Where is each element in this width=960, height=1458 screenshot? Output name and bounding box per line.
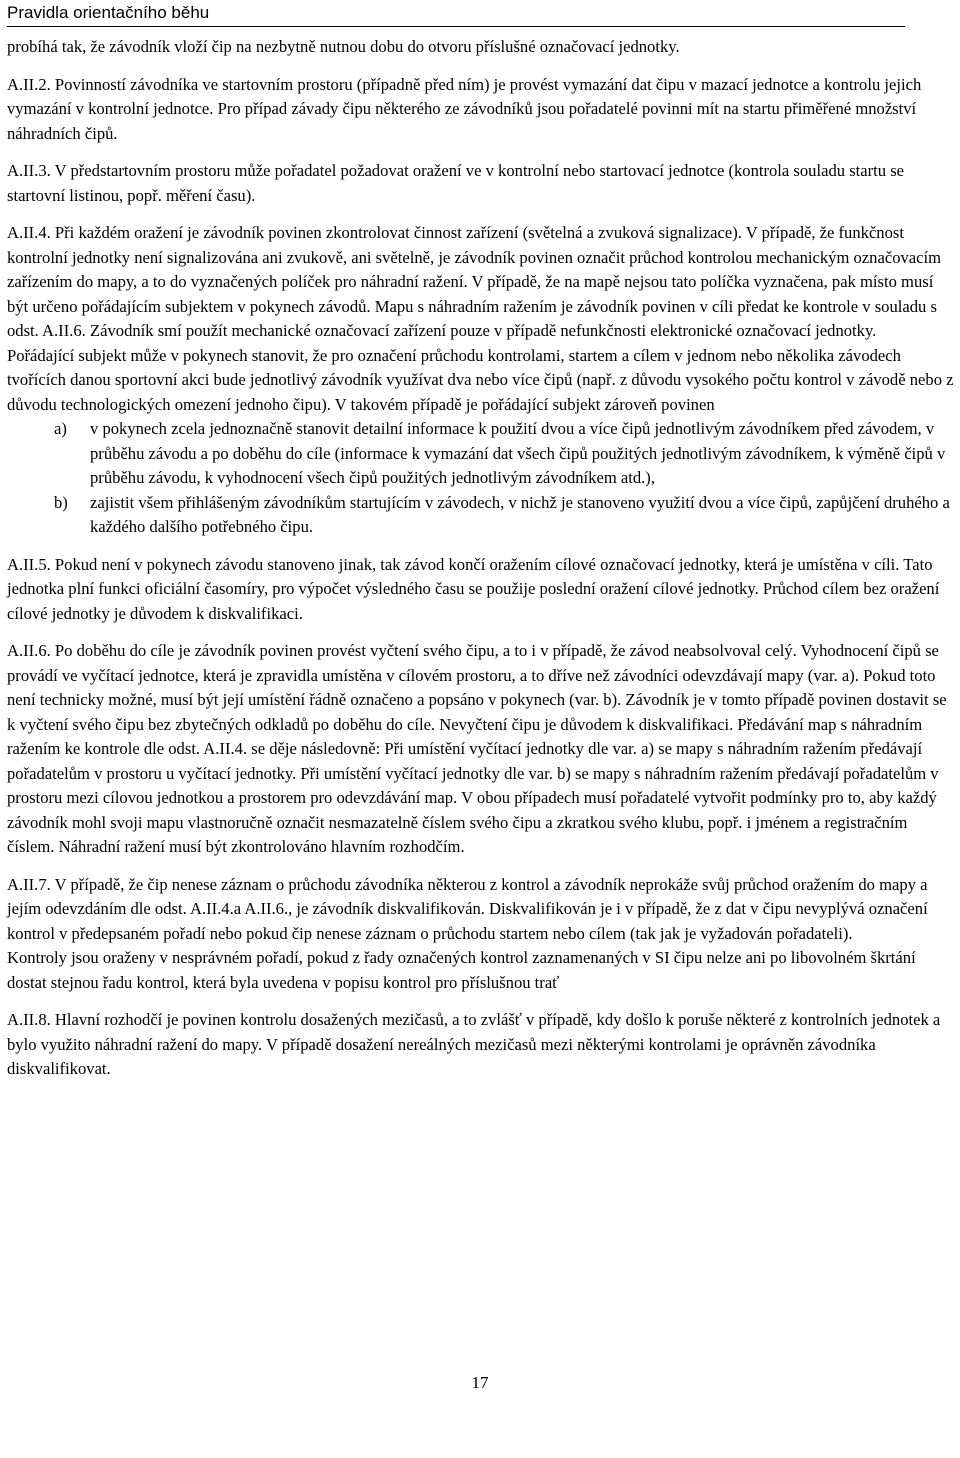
paragraph-a-ii-8: A.II.8. Hlavní rozhodčí je povinen kontrolu dosažených mezičasů, a to zvlášť v případě, kdy došlo k poruše některé z kontrolních jednotek a bylo využito náhradní ražení do mapy. V případě dosažení nereálných mezičasů mezi některými kontrolami je oprávněn závodníka diskvalifikovat. [7,1010,941,1078]
list-item-a [7,417,957,491]
list-item-b [7,491,957,540]
paragraph-wrong-order: Kontroly jsou oraženy v nesprávném pořadí, pokud z řady označených kontrol zaznamenaných v SI čipu nelze ani po libovolném škrtání dostat stejnou řadu kontrol, která byla uvedena v popisu kontrol pro příslušnou trať [7,948,916,992]
paragraph-a-ii-4: A.II.4. Při každém oražení je závodník povinen zkontrolovat činnost zařízení (světelná a zvuková signalizace). V případě, že funkčnost kontrolní jednotky není signalizována ani zvukově, ani světelně, je závodník povinen označit průchod kontrolou mechanickým označovacím zařízením do mapy, a to do vyznačených políček pro náhradní ražení. V případě, že na mapě nejsou tato políčka vyznačena, pak místo musí být určeno pořádajícím subjektem v pokynech závodů. Mapu s náhradním ražením je závodník povinen v cíli předat ke kontrole v souladu s odst. A.II.6. Závodník smí použít mechanické označovací zařízení pouze v případě nefunkčnosti elektronické označovací jednotky. [7,223,942,340]
list-marker-a: a) [54,419,67,438]
list-marker-b: b) [54,492,68,512]
paragraph-a-ii-5: A.II.5. Pokud není v pokynech závodu stanoveno jinak, tak závod končí oražením cílové označovací jednotky, která je umístěna v cíli. Tato jednotka plní funkci oficiální časomíry, pro výpočet výsledného času se použije poslední oražení cílové jednotky. Průchod cílem bez oražení cílové jednotky je důvodem k diskvalifikaci. [7,554,940,623]
document-body [7,35,957,1082]
paragraph-continuation: probíhá tak, že závodník vloží čip na nezbytně nutnou dobu do otvoru příslušné označovací jednotky. [7,37,680,56]
running-header: Pravidla orientačního běhu [7,2,905,27]
list-text-b: zajistit všem přihlášeným závodníkům startujícím v závodech, v nichž je stanoveno využití dvou a více čipů, zapůjčení druhého a každého dalšího potřebného čipu. [90,492,950,536]
paragraph-a-ii-2: A.II.2. Povinností závodníka ve startovním prostoru (případně před ním) je provést vymazání dat čipu v mazací jednotce a kontrolu jejich vymazání v kontrolní jednotce. Pro případ závady čipu některého ze závodníků jsou pořadatelé povinni mít na startu přiměřené množství náhradních čipů. [7,74,922,143]
page-number: 17 [471,1373,489,1392]
paragraph-a-ii-7: A.II.7. V případě, že čip nenese záznam o průchodu závodníka některou z kontrol a závodník neprokáže svůj průchod oražením do mapy a jejím odevzdáním dle odst. A.II.4.a A.II.6., je závodník diskvalifikován. Diskvalifikován je i v případě, že z dat v čipu nevyplývá označení kontrol v předepsaném pořadí nebo pokud čip nenese záznam o průchodu startem nebo cílem (tak jak je vyžadován pořadateli). [7,874,928,943]
paragraph-a-ii-6: A.II.6. Po doběhu do cíle je závodník povinen provést vyčtení svého čipu, a to i v případě, že závod neabsolvoval celý. Vyhodnocení čipů se provádí ve vyčítací jednotce, která je zpravidla umístěna v cílovém prostoru, a to dříve než závodníci odevzdávají mapy (var. a). Pokud toto není technicky možné, musí být její umístění řádně označeno a popsáno v pokynech (var. b). Závodník je v tomto případě povinen dostavit se k vyčtení svého čipu bez zbytečných odkladů po doběhu do cíle. Nevyčtení čipu je důvodem k diskvalifikaci. Předávání map s náhradním ražením ke kontrole dle odst. A.II.4. se děje následovně: Při umístění vyčítací jednotky dle var. a) se mapy s náhradním ražením předávají pořadatelům v prostoru u vyčítací jednotky. Při umístění vyčítací jednotky dle var. b) se mapy s náhradním ražením předávají pořadatelům v prostoru mezi cílovou jednotkou a prostorem pro odevzdávání map. V obou případech musí pořadatelé vytvořit podmínky pro to, aby každý závodník mohl svoji mapu vlastnoručně označit nesmazatelně číslem svého čipu a zkratkou svého klubu, popř. i jménem a registračním číslem. Náhradní ražení musí být zkontrolováno hlavním rozhodčím. [7,641,947,856]
list-text-a: v pokynech zcela jednoznačně stanovit detailní informace k použití dvou a více čipů jednotlivým závodníkem před závodem, v průběhu závodu a po doběhu do cíle (informace k vymazání dat všech čipů použitých jednotlivým závodníkem, k výměně čipů v průběhu závodu, k vyhodnocení všech čipů použitých jednotlivým závodníkem atd.), [90,419,946,487]
paragraph-a-ii-3: A.II.3. V předstartovním prostoru může pořadatel požadovat oražení ve v kontrolní nebo startovací jednotce (kontrola souladu startu se startovní listinou, popř. měření času). [7,161,905,205]
paragraph-multiple-chips: Pořádající subjekt může v pokynech stanovit, že pro označení průchodu kontrolami, startem a cílem v jednom nebo několika závodech tvořících danou sportovní akci bude jednotlivý závodník využívat dva nebo více čipů (např. z důvodu vysokého počtu kontrol v závodě nebo z důvodu technologických omezení jednoho čipu). V takovém případě je pořádající subjekt zároveň povinen [7,345,954,414]
